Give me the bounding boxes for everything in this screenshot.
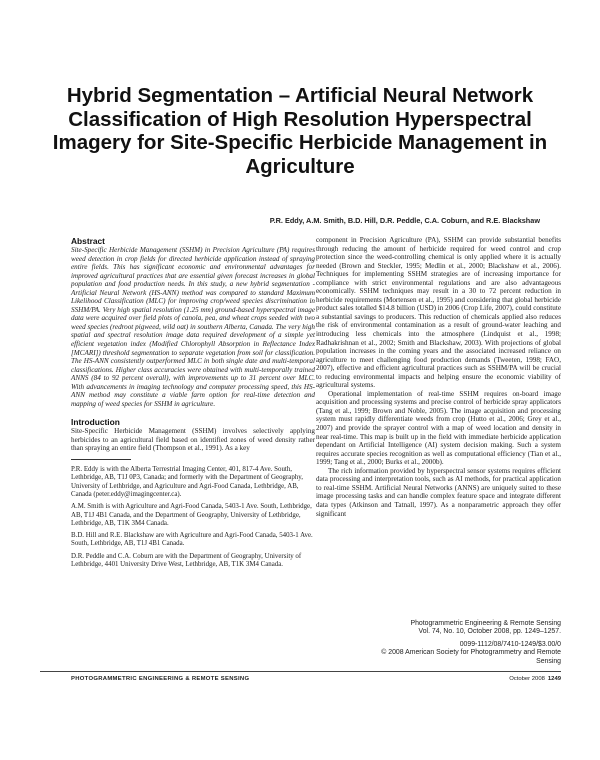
copyright: © 2008 American Society for Photogrammetry and Remote Sensing [381, 649, 561, 665]
body-paragraph: component in Precision Agriculture (PA), SSHM can provide substantial benefits through reducing the amount of herbicide required for weed control and crop protection since the weed-controlling chemical is only applied where it is actually needed (Brown and Steckler, 1995; Medlin et al., 2000; Blackshaw et al., 2006). Techniques for implementing SSHM strategies are of increasing importance for compliance with strict environmental regulations and are also advantageous economically. SSHM techniques may result in a 30 to 72 percent reduction in herbicide requirements (Mortensen et al., 1995) and considering that global herbicide product sales totalled $14.8 billion (USD) in 2006 (Crop Life, 2007), could constitute a substantial savings to producers. This reduction of chemicals applied also reduces the risk of environmental contamination as a result of ground-water leaching and introducing less chemicals into the atmosphere (Lindquist et al., 1998; Radhakrishnan et al., 2002; Smith and Blackshaw, 2003). With projections of global population increases in the coming years and the associated increased reliance on agriculture to meet challenging food production demands (Tweeten, 1998; FAO, 2007), effective and efficient agricultural practices such as SSHM/PA will be crucial to reducing environmental impacts and helping ensure the economic viability of agricultural systems. [316, 236, 561, 390]
affiliation-eddy: P.R. Eddy is with the Alberta Terrestrial Imaging Center, 401, 817-4 Ave. South, Lethbridge, AB, T1J 0P3, Canada; and formerly with the Department of Geography, University of Lethbridge, and Agriculture and Agri-Food Canada, Lethbridge, AB, Canada (peter.eddy@imagingcenter.ca). [71, 466, 303, 498]
affiliation-hill-blackshaw: B.D. Hill and R.E. Blackshaw are with Agriculture and Agri-Food Canada, 5403-1 Ave. South, Lethbridge, AB, T1J 4B1 Canada. [71, 532, 313, 548]
body-paragraph: Operational implementation of real-time SSHM requires on-board image acquisition and processing systems and precise control of herbicide spray applicators (Tang et al., 1999; Brown and Noble, 2005). The image acquisition and processing system must rapidly differentiate weeds from crop (Hutto et al., 2006; Grey et al., 2007) and provide the sprayer control with a map of weed location and density in near real-time. This map is built up in the field with immediate herbicide application dependant on Artificial Intelligence (AI) system decision making. Such a system requires accurate species recognition as well as computational efficiency (Tian et al., 1999; Tang et al., 2000; Burks et al., 2000b). [316, 389, 561, 467]
body-paragraph: The rich information provided by hyperspectral sensor systems requires efficient data processing and interpretation tools, such as AI methods, for practical application to real-time SSHM. Artificial Neural Networks (ANNS) are uniquely suited to these image processing tasks and can handle complex feature space and integrate different data types (Atkinson and Tatnall, 1997). As a nonparametric approach they offer significant [316, 466, 561, 518]
affiliation-smith: A.M. Smith is with Agriculture and Agri-Food Canada, 5403-1 Ave. South, Lethbridge, AB, T1J 4B1 Canada, and the Department of Geography, University of Lethbridge, Lethbridge, AB, T1K 3M4 Canada. [71, 503, 312, 527]
affiliations [71, 466, 315, 569]
introduction-heading: Introduction [71, 417, 120, 428]
footer-date: October 2008 [509, 676, 545, 682]
right-column [316, 236, 561, 518]
footer-journal: PHOTOGRAMMETRIC ENGINEERING & REMOTE SENSING [71, 676, 250, 682]
author-list: P.R. Eddy, A.M. Smith, B.D. Hill, D.R. Peddle, C.A. Coburn, and R.E. Blackshaw [269, 216, 540, 225]
abstract-heading: Abstract [71, 236, 105, 246]
issn: 0099-1112/08/7410-1249/$3.00/0 [459, 640, 561, 648]
affiliation-peddle-coburn: D.R. Peddle and C.A. Coburn are with the Department of Geography, University of Lethbridge, 4401 University Drive West, Lethbridge, AB, T1K 3M4 Canada. [71, 552, 302, 568]
footer-page-info [509, 676, 561, 682]
publication-info [380, 620, 561, 666]
abstract-text: Site-Specific Herbicide Management (SSHM) in Precision Agriculture (PA) requires weed detection in crop fields for directed herbicide application instead of spraying entire fields. This has significant economic and environmental advantages for improved agricultural practices that are essential given forecast increases in global population and food production needs. In this study, a new hybrid segmentation - Artificial Neural Network (HS-ANN) method was compared to standard Maximum Likelihood Classification (MLC) for improving crop/weed species discrimination in SSHM/PA. Very high spatial resolution (1.25 mm) ground-based hyperspectral image data were acquired over field plots of canola, pea, and wheat crops seeded with two weed species (redroot pigweed, wild oat) in southern Alberta, Canada. The very high spatial and spectral resolution image data required development of a simple yet efficient vegetation index (Modified Chlorophyll Absorption in Reflectance Index [MCARI]) threshold segmentation to separate vegetation from soil for classification. The HS-ANN consistently outperformed MLC in both single date and multi-temporal classifications. Higher class accuracies were obtained with multi-temporally trained ANNS (84 to 92 percent overall), with improvements up to 31 percent over MLC. With advancements in imaging technology and computer processing speed, this HS-ANN method may constitute a viable farm option for real-time detection and mapping of weed species for SSHM in agriculture. [71, 246, 315, 408]
footer-divider [40, 671, 561, 672]
journal-volume: Vol. 74, No. 10, October 2008, pp. 1249–1257. [418, 628, 561, 636]
footnote-divider [71, 459, 131, 460]
left-column [71, 236, 315, 573]
introduction-text: Site-Specific Herbicide Management (SSHM) involves selectively applying herbicides to an agricultural field based on identified zones of weed density rather than spraying an entire field (Thompson et al., 1991). As a key [71, 427, 315, 453]
page-number: 1249 [547, 676, 561, 682]
paper-title: Hybrid Segmentation – Artificial Neural Network Classification of High Resolution Hyperspectral Imagery for Site-Specific Herbicide Management in Agriculture [52, 84, 548, 178]
journal-name: Photogrammetric Engineering & Remote Sensing [410, 620, 561, 627]
